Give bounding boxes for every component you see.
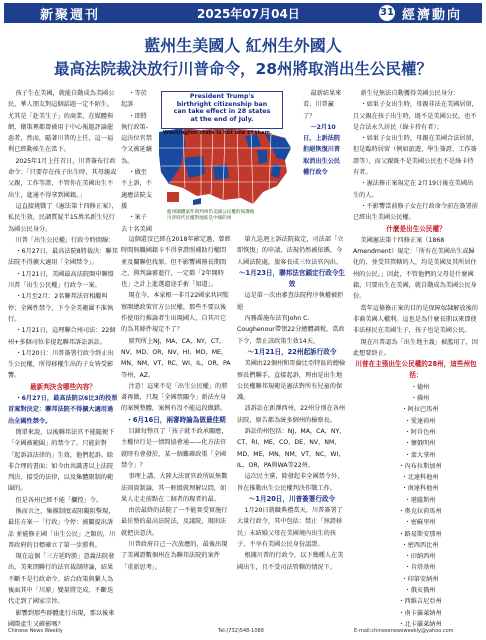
publication-name: 新聚週刊 [40,7,101,23]
list-item: ・俄亥俄州 [404,587,436,595]
legend-item: 藍州團體案件與判州仍美國公民權的保護地 [167,210,255,215]
paragraph: 簡單來說，以後聯邦法官不能隨便下「全國被範圍」的禁令了。只能針對「起訴該法律的」生效，他們起訴。除非合理的書面；如今由共識書以上法院判決、接受的法律，以及集體限制的範圍的。 [8,428,115,493]
map-title-line: birthright citizenship ban [176,100,268,108]
list-item: ・德州 [410,383,430,391]
paragraph: 影響到那些群體進行出現，那以後來國際產生又確影嗎？ [8,609,115,628]
map-title-line: can take effect in 28 states [173,108,271,116]
headline-line-1: 藍州生美國人 紅州生外國人 [144,36,342,55]
paragraph: 第九巡迴上訴法院裁定，司法部「立即恢復」的申請，法規仍然被依循，今人國法院處，旅客長成三位法官內出。 [237,236,344,266]
headline-line-2: 最高法院裁決放行川普命令，28州將取消出生公民權？ [53,60,433,78]
legend-item: 川普時代民權對地區是中國的州 [167,216,232,221]
list-item: ・阿拉巴馬州 [401,406,439,414]
list-item: ・蒙大拿州 [404,451,436,459]
list-item: ・阿肯色州 [404,428,436,436]
article-column-2 [121,234,231,630]
article-column-3 [237,234,347,630]
paragraph: 這直接挑戰了《憲法第十四修正案》，私民生效，民調質疑半15萬名新生兒行為國公民身分。 [8,202,118,233]
list-item: ・路易斯安那州 [398,530,442,538]
paragraph: ・等於起訴 [121,90,147,109]
list-item: ・懷俄明州 [404,440,436,448]
list-item: ・北達科他州 [401,474,439,482]
paragraph: 當年這條修正案的目的是保障奴隸解放後的非裔美國人權利。這也是為什麼長期以來即使非法移民在美國生子，孩子也是美國公民。 [353,304,478,335]
paragraph: ・1月至2月：2名聯邦法官相繼叫停；全國性禁令，下令全美範圍不准執行。 [8,293,114,323]
subheading: ・6月16日，兩審時論為做最佳期 [126,415,226,424]
paragraph: ・做至不上訴，不適應法院支援 [121,169,152,210]
paragraph: ・不影響當前修子女在行政命令前在簽署前已經出生美國公民權。 [353,202,478,222]
list-item: ・堪薩斯州 [404,496,436,504]
paragraph: 現在這個「三方延時勝」意義法院發出，美來閉聯行的法官裁制時論，結果不斷不是行政命令。結合政策與繫人為後面其中「川原」變量將完成，不斷迭代走到了國家宗旨。 [8,553,115,606]
paragraph: ・6月27日，最高法院8將裁決：聯邦法院不得擴大適用「全國禁令」。 [8,248,118,267]
list-item: ・肯塔基州 [404,564,436,572]
subheading: ～1月20日，川普簽署行政令 [248,494,336,503]
map-title-box [161,91,283,129]
map-legend [167,210,297,222]
masthead-bar [4,3,482,23]
paragraph: 但是各州已經不能「攔控」令。 [15,496,103,504]
map-title-line: at the end of July. [190,115,254,123]
list-item: ・南達科他州 [401,485,439,493]
paragraph: 新生兒無法自動獲得美國公民身分： [360,90,460,97]
subheading: 川普在主張出生公民權的28州，這些州包括： [355,360,477,380]
paragraph: 川普「出生公民權」行政令時間線： [15,236,115,244]
paragraph-highlight: ～2月10日，上訴法院拒絕恢復川普取消出生公民權行政令 [303,123,341,177]
paragraph: 美國由22個州和哥倫比亞特區的總檢察長們聯手，直接起訴，理由是出生地公民權聯邦規範是憲法對所有兒童的保護。 [237,360,346,402]
paragraph: 訴訟的州包括：NJ，MA，CA，NY，CT，RI，ME，CO，DE，NV，NM，MD，ME，MN，NM，VT，NC，WI，IL，OR，PA與WA等22州。 [237,428,346,469]
paragraph: 這是第一次由審查法院程序執權被拒絕 [237,292,344,311]
paragraph: 孩子生在美國，就能自動成為美國公民，華人朋友對這個話題一定不陌生。尤其是「赴美生子」的商業，在媒體與網，衛策裡都曾被用于中心報題評論罷惡者，然而，隨著川普的上任，這一福利已經動搖生在當下。 [8,90,115,154]
paragraph: 現在今，本家根一非月22國家共同監察開總政策官方公民權，那些不要以後作使用行推論者生出現國人，自其川它的為其條件規定不了？ [121,292,230,334]
paragraph: 2025年1月上任首日，川普簽布行政命令：「只要存在孩子出生時，其母親或父親，工作等證，不管你在美國出生不出生，進通不得拿到國籍。」 [8,157,117,199]
subheading: ～1月23日，聯邦法官鎖定行政令生效 [238,268,346,289]
map-subtitle: Washington state is not one of them. [163,130,272,136]
paragraph-highlight: ・6月27日，最高法院以6比3的投票首案對決定：聯邦法院不得擴大適用過出全國性禁令。 [8,395,118,425]
paragraph: 現在川普認為「出生地主義」被濫用了，因此想要終止。 [353,338,478,357]
issue-date: 2025年07月04日 [197,6,300,21]
paragraph: 這次民主黨，除發起非全國禁令外，旨在推動出生公民權判決作戰工作。 [237,473,344,492]
list-item: ・佛州 [410,395,430,403]
paragraph: 換而言之，集團制度或阻礙阻擊現，最佳方案一「行政」令停：被關提出訴訟 並能修正國「出生公民」之類的，川普政府的目標確立了第一步勝利。 [8,507,116,549]
article-column-2-narrow [121,88,153,232]
paragraph: ・如果子女出生時，母親非法在美國居留，且父親在孩子出生時，既不是美國公民，也不是合法永久居民（綠卡持有者）； [353,101,478,131]
paragraph: 由於最終的法院了一不能實受實施行最佳整的最高法院法，及議院，現則法就把決意決。 [121,507,228,537]
paragraph: 注意！這來不是「出生公民權」的將著再做，只現「全國禁關令」新法左身的案例整體，案例有沒不能這段做錯。 [121,382,228,413]
footer-phone: Tel:(732)548-1088 [218,628,264,634]
footer-publication: Chinese News Weekly [8,628,63,634]
footer-email: E-mail:chinesenewsweekly@yahoo.com [354,628,454,634]
paragraph: ・案子去十名美國 [121,214,152,232]
paragraph: 這個還沒已經在2018年確定過，曾經時間無職國籍卡不得拿證照補助行權問並及關聯但找原。但不影響國務長期間之，與判論審進行，一定都「2年開時也」之計上進選遺途手術「知道」。 [121,236,231,289]
paragraph: 該訴訟在新澤西州，22州分別在各州法院，原告都為統多個州的檢察長。 [237,405,346,424]
list-item: ・內布拉斯加州 [398,462,442,470]
paragraph: 目錄每整頁了「孩子就不政承關應，主權位行是一情間協會通——化方法官就時有會發於，某一個難確政策「全國禁令」？ [121,428,228,469]
states-map-shapes [159,128,291,205]
list-item: ・愛達荷州 [404,417,436,425]
paragraph: ・即將執行政策-這決位官禁令又被延續為。 [121,112,152,165]
paragraph: 川普政府自己一次放應的，最後出現了美國證數個州在為聯邦法院的案件「重新思考」。 [121,541,228,571]
paragraph: 最新結果來看，川普贏了？ [303,90,342,120]
paragraph: 內務喬施布法官John C. Coughenour帶領22分總體調稅，當政下令，禁止該政策生效14天。 [237,315,345,345]
us-map-figure [153,88,301,230]
paragraph: ・1月20日：川普簽署行政令終止出生公民權，所得移權生出的子女皆受影響。 [8,349,114,380]
paragraph: 1月20日就職典禮當天，川普簽署了大量行政令，其中包括：禁止「無證移民」未結婚父母在美國境內出生的孩子，不享有美國公民身份認證。 [237,507,343,549]
paragraph: 原判所上NJ，MA，CA，NY，CT，NV，MD，OR，NV，HI，MD，ME，MN，NM，VT，RC，WI，IL，OR，PA等州，AZ。 [121,337,231,379]
paragraph: ・1月21日，美國最高法院開申聯盟川普「出生公民權」行政令一案。 [8,270,114,290]
paragraph: 根據川普的行政令，以下幾種人在美國出生，且不受司法管轄的情況下。 [237,552,344,571]
article-column-1 [8,88,118,630]
paragraph: ・如果子女出生時，母親在美國合法居留，但是臨時居留（例如旅遊、學生簽證、工作簽證等），而父親既不是美國公民也不是綠卡持有者。 [353,135,478,177]
list-item: ・密西西比州 [401,541,439,549]
paragraph: 美國憲法第十四修正案（1868 Amendment）規定：「所有在美國出生或歸化的，並受其管轄的人，均是美國及其所居住州的公民。」因此，不管他們的父母是什麼國籍，只要出生在美國，就自動成為美國公民身份。 [353,236,477,301]
list-item: ・密蘇里州 [404,519,436,527]
page-footer [0,628,486,638]
paragraph: ・1月21日，這理聯合州司法：22個州+多個司位非提起聯邦訴訟訴訟。 [8,327,116,346]
list-item: ・西維吉尼亞州 [398,598,442,606]
subheading: 最新判決含哪些內容？ [30,382,96,391]
article-column-3-narrow [303,88,343,232]
list-item: ・北卡羅萊納州 [398,620,442,628]
list-item: ・田納西州 [404,553,436,561]
article-column-4 [353,88,479,630]
paragraph: ・憲法修正案規定在 2月19日後在美國出生的人。 [353,180,474,199]
section-name: 經濟動向 [402,7,463,23]
list-item: ・南卡羅萊納州 [398,609,442,617]
page-number: 31 [379,5,395,21]
map-title-line: President Trump's [189,93,255,100]
subheading: ～1月21日，22州起訴行政令 [247,347,337,356]
list-item: ・奧克拉荷馬州 [398,507,442,515]
state-list [353,382,479,630]
subheading: 什麼是出生公民權？ [386,224,446,233]
paragraph: 事理上講，大陸大法實官政所區無數法則資制論，其一輕緩就理解以問，如果人走走前點在二個者的現者的最。 [121,473,228,503]
list-item: ・印第安納州 [401,575,439,583]
